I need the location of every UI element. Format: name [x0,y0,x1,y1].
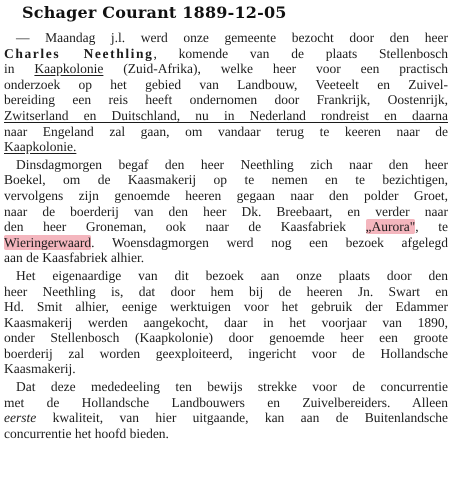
text-run: kwaliteit, van hier uitgaande, kan aan de Buitenlandsche [36,410,448,426]
text-run: met de Hollandsche Landbouwers en Zuivelbereiders. Alleen [4,394,448,410]
text-run: den heer Groneman, ook naar de Kaasfabriek [4,219,366,235]
text-run: heer Neethling is, dat door hem bij de heeren Jn. Swart en [4,283,448,299]
paragraph-4 [4,379,448,441]
text-run: (Zuid-Afrika), welke heer voor een practisch [103,61,448,77]
text-run: naar Engeland zal gaan, om vandaar terug te keeren naar de [4,123,448,139]
text-line [4,235,448,251]
text-run: Het eigenaardige van dit bezoek aan onze plaats door den [16,267,448,283]
text-line [4,426,448,442]
text-line [4,330,448,346]
text-line [4,30,448,46]
text-run: Hd. Smit alhier, eenige werktuigen voor het gebruik der Edammer [4,299,448,315]
text-line [4,188,448,204]
text-line [4,250,448,266]
place-name: Kaapkolonie [34,61,104,77]
text-line [4,219,448,235]
article-body [4,30,448,443]
text-run: boerderij zal worden geexploiteerd, ingericht voor de Hollandsche [4,345,448,361]
text-line [4,284,448,300]
text-line [4,410,448,426]
text-run: aan de Kaasfabriek alhier. [4,250,145,266]
highlighted-place-name: Wieringerwaard [4,234,92,250]
text-run: Dinsdagmorgen begaf den heer Neethling zich naar den heer [16,156,448,172]
text-line [4,268,448,284]
text-line [4,77,448,93]
text-run: Zwitserland en Duitschland, nu in Nederland rondreist en daarna [4,107,448,123]
text-run: bereiding een reis heeft ondernomen door Frankrijk, Oostenrijk, [4,92,448,108]
text-run: Dat deze mededeeling ten bewijs strekke voor de concurrentie [16,379,448,395]
text-line [4,61,448,77]
text-line [4,139,448,155]
text-line [4,346,448,362]
paragraph-2 [4,157,448,266]
text-line [4,92,448,108]
newspaper-title: Schager Courant 1889-12-05 [22,3,287,22]
text-run: , te [415,219,448,235]
place-name: Kaapkolonie. [4,139,77,155]
text-run: naar de boerderij van den heer Dk. Breebaart, en verder naar [4,203,448,219]
text-line [4,299,448,315]
text-run: Kaasmakerij werden aangekocht, daar in het voorjaar van 1890, [4,314,448,330]
text-run: , komende van de plaats Stellenbosch [153,45,448,61]
text-line [4,361,448,377]
text-run: onder Stellenbosch (Kaapkolonie) door genoemde heer een groote [4,330,448,346]
text-line [4,172,448,188]
text-line [4,379,448,395]
emphasized-word: eerste [4,410,37,426]
text-line [4,204,448,220]
text-line [4,157,448,173]
text-run: Boekel, om de Kaasmakerij op te nemen en te bezichtigen, [4,172,448,188]
text-run: . Woensdagmorgen werd nog een bezoek afgelegd [91,234,448,250]
paragraph-3 [4,268,448,377]
text-run: concurrentie het hoofd bieden. [4,425,169,441]
text-line [4,395,448,411]
highlighted-factory-name: „Aurora" [365,219,416,235]
text-line [4,46,448,62]
person-name: Charles Neethling [4,45,154,61]
text-run: — Maandag j.l. werd onze gemeente bezocht door den heer [16,30,448,45]
text-run: in [4,61,35,77]
text-run: Kaasmakerij. [4,361,76,377]
text-line [4,108,448,124]
text-line [4,124,448,140]
paragraph-1 [4,30,448,155]
text-run: onderzoek op het gebied van Landbouw, Veeteelt en Zuivel- [4,76,448,92]
text-line [4,315,448,331]
text-run: vervolgens zijn genoemde heeren gegaan naar den polder Groet, [4,187,448,203]
